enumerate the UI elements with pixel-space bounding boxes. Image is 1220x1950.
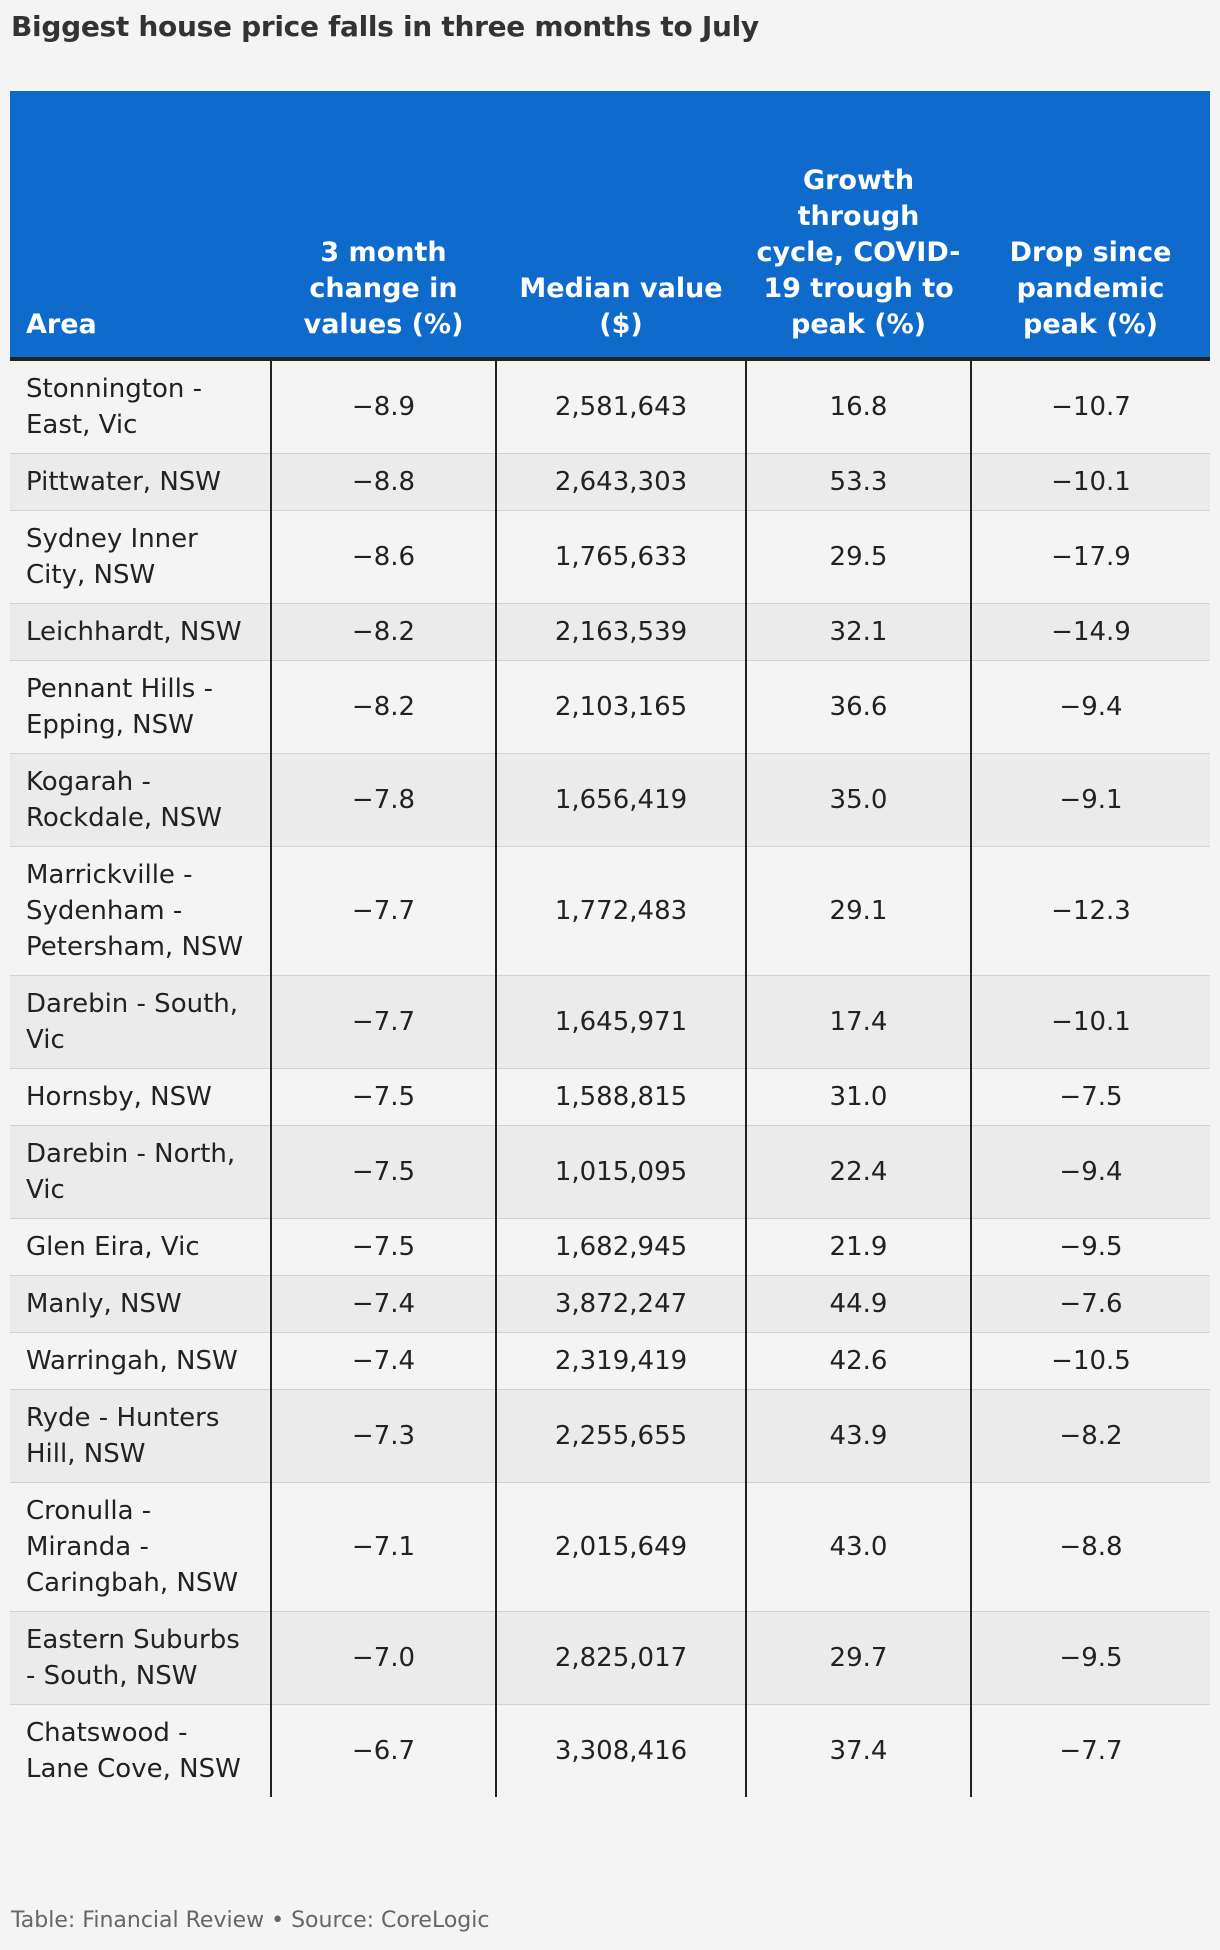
cell-area: Glen Eira, Vic bbox=[10, 1219, 271, 1276]
cell-drop-since-peak: −8.2 bbox=[971, 1390, 1210, 1483]
cell-drop-since-peak: −10.1 bbox=[971, 976, 1210, 1069]
table-row bbox=[10, 661, 1210, 754]
column-header-3-month-change: 3 month change in values (%) bbox=[271, 91, 496, 359]
cell-3-month-change: −7.4 bbox=[271, 1276, 496, 1333]
cell-area: Ryde - Hunters Hill, NSW bbox=[10, 1390, 271, 1483]
table-row bbox=[10, 604, 1210, 661]
cell-area: Leichhardt, NSW bbox=[10, 604, 271, 661]
table-row bbox=[10, 847, 1210, 976]
cell-drop-since-peak: −10.1 bbox=[971, 454, 1210, 511]
table-header bbox=[10, 91, 1210, 359]
cell-growth-through-cycle: 17.4 bbox=[746, 976, 971, 1069]
table-row bbox=[10, 1483, 1210, 1612]
cell-median-value: 2,825,017 bbox=[496, 1612, 746, 1705]
cell-3-month-change: −8.2 bbox=[271, 604, 496, 661]
cell-area: Warringah, NSW bbox=[10, 1333, 271, 1390]
cell-median-value: 2,255,655 bbox=[496, 1390, 746, 1483]
cell-drop-since-peak: −10.5 bbox=[971, 1333, 1210, 1390]
cell-growth-through-cycle: 53.3 bbox=[746, 454, 971, 511]
cell-area: Cronulla - Miranda - Caringbah, NSW bbox=[10, 1483, 271, 1612]
data-table bbox=[10, 91, 1210, 1797]
cell-3-month-change: −8.9 bbox=[271, 359, 496, 454]
cell-area: Pittwater, NSW bbox=[10, 454, 271, 511]
cell-area: Darebin - North, Vic bbox=[10, 1126, 271, 1219]
cell-drop-since-peak: −14.9 bbox=[971, 604, 1210, 661]
cell-growth-through-cycle: 32.1 bbox=[746, 604, 971, 661]
column-header-area: Area bbox=[10, 91, 271, 359]
cell-growth-through-cycle: 21.9 bbox=[746, 1219, 971, 1276]
cell-median-value: 1,656,419 bbox=[496, 754, 746, 847]
column-header-median-value: Median value ($) bbox=[496, 91, 746, 359]
header-row bbox=[10, 91, 1210, 359]
cell-area: Marrickville - Sydenham - Petersham, NSW bbox=[10, 847, 271, 976]
cell-median-value: 2,643,303 bbox=[496, 454, 746, 511]
cell-drop-since-peak: −9.1 bbox=[971, 754, 1210, 847]
cell-median-value: 2,163,539 bbox=[496, 604, 746, 661]
cell-growth-through-cycle: 43.0 bbox=[746, 1483, 971, 1612]
cell-drop-since-peak: −8.8 bbox=[971, 1483, 1210, 1612]
table-row bbox=[10, 359, 1210, 454]
cell-3-month-change: −7.5 bbox=[271, 1126, 496, 1219]
cell-median-value: 2,319,419 bbox=[496, 1333, 746, 1390]
cell-growth-through-cycle: 29.7 bbox=[746, 1612, 971, 1705]
cell-area: Manly, NSW bbox=[10, 1276, 271, 1333]
cell-median-value: 1,765,633 bbox=[496, 511, 746, 604]
cell-area: Darebin - South, Vic bbox=[10, 976, 271, 1069]
cell-median-value: 2,103,165 bbox=[496, 661, 746, 754]
cell-area: Sydney Inner City, NSW bbox=[10, 511, 271, 604]
cell-area: Eastern Suburbs - South, NSW bbox=[10, 1612, 271, 1705]
cell-3-month-change: −7.5 bbox=[271, 1219, 496, 1276]
cell-median-value: 1,772,483 bbox=[496, 847, 746, 976]
cell-median-value: 1,015,095 bbox=[496, 1126, 746, 1219]
cell-3-month-change: −8.8 bbox=[271, 454, 496, 511]
cell-3-month-change: −8.6 bbox=[271, 511, 496, 604]
cell-median-value: 2,581,643 bbox=[496, 359, 746, 454]
cell-drop-since-peak: −17.9 bbox=[971, 511, 1210, 604]
cell-growth-through-cycle: 29.5 bbox=[746, 511, 971, 604]
cell-growth-through-cycle: 37.4 bbox=[746, 1705, 971, 1798]
cell-3-month-change: −7.7 bbox=[271, 847, 496, 976]
cell-3-month-change: −7.1 bbox=[271, 1483, 496, 1612]
table-row bbox=[10, 1390, 1210, 1483]
cell-growth-through-cycle: 44.9 bbox=[746, 1276, 971, 1333]
cell-growth-through-cycle: 42.6 bbox=[746, 1333, 971, 1390]
cell-drop-since-peak: −12.3 bbox=[971, 847, 1210, 976]
table-row bbox=[10, 511, 1210, 604]
cell-growth-through-cycle: 22.4 bbox=[746, 1126, 971, 1219]
table-body bbox=[10, 359, 1210, 1797]
cell-median-value: 1,645,971 bbox=[496, 976, 746, 1069]
cell-median-value: 2,015,649 bbox=[496, 1483, 746, 1612]
table-row bbox=[10, 1069, 1210, 1126]
cell-median-value: 3,872,247 bbox=[496, 1276, 746, 1333]
cell-drop-since-peak: −9.4 bbox=[971, 661, 1210, 754]
cell-growth-through-cycle: 16.8 bbox=[746, 359, 971, 454]
cell-growth-through-cycle: 31.0 bbox=[746, 1069, 971, 1126]
cell-drop-since-peak: −7.5 bbox=[971, 1069, 1210, 1126]
cell-drop-since-peak: −9.4 bbox=[971, 1126, 1210, 1219]
cell-growth-through-cycle: 36.6 bbox=[746, 661, 971, 754]
cell-area: Stonnington - East, Vic bbox=[10, 359, 271, 454]
table-row bbox=[10, 1705, 1210, 1798]
table-title: Biggest house price falls in three months to July bbox=[11, 10, 759, 43]
cell-median-value: 1,588,815 bbox=[496, 1069, 746, 1126]
table-row bbox=[10, 1219, 1210, 1276]
cell-3-month-change: −7.3 bbox=[271, 1390, 496, 1483]
cell-median-value: 3,308,416 bbox=[496, 1705, 746, 1798]
table-row bbox=[10, 1612, 1210, 1705]
cell-area: Pennant Hills - Epping, NSW bbox=[10, 661, 271, 754]
table-row bbox=[10, 454, 1210, 511]
cell-growth-through-cycle: 35.0 bbox=[746, 754, 971, 847]
cell-3-month-change: −7.7 bbox=[271, 976, 496, 1069]
cell-3-month-change: −8.2 bbox=[271, 661, 496, 754]
cell-drop-since-peak: −9.5 bbox=[971, 1219, 1210, 1276]
cell-drop-since-peak: −7.7 bbox=[971, 1705, 1210, 1798]
column-header-growth-through-cycle: Growth through cycle, COVID-19 trough to peak (%) bbox=[746, 91, 971, 359]
cell-3-month-change: −6.7 bbox=[271, 1705, 496, 1798]
cell-median-value: 1,682,945 bbox=[496, 1219, 746, 1276]
cell-growth-through-cycle: 43.9 bbox=[746, 1390, 971, 1483]
column-header-drop-since-peak: Drop since pandemic peak (%) bbox=[971, 91, 1210, 359]
cell-3-month-change: −7.4 bbox=[271, 1333, 496, 1390]
table-row bbox=[10, 1276, 1210, 1333]
cell-area: Hornsby, NSW bbox=[10, 1069, 271, 1126]
cell-drop-since-peak: −9.5 bbox=[971, 1612, 1210, 1705]
table-row bbox=[10, 976, 1210, 1069]
cell-growth-through-cycle: 29.1 bbox=[746, 847, 971, 976]
table-row bbox=[10, 754, 1210, 847]
cell-drop-since-peak: −10.7 bbox=[971, 359, 1210, 454]
cell-3-month-change: −7.8 bbox=[271, 754, 496, 847]
source-footer: Table: Financial Review • Source: CoreLogic bbox=[11, 1908, 490, 1933]
cell-area: Kogarah - Rockdale, NSW bbox=[10, 754, 271, 847]
cell-area: Chatswood - Lane Cove, NSW bbox=[10, 1705, 271, 1798]
cell-3-month-change: −7.5 bbox=[271, 1069, 496, 1126]
cell-drop-since-peak: −7.6 bbox=[971, 1276, 1210, 1333]
table-row bbox=[10, 1126, 1210, 1219]
cell-3-month-change: −7.0 bbox=[271, 1612, 496, 1705]
table-row bbox=[10, 1333, 1210, 1390]
